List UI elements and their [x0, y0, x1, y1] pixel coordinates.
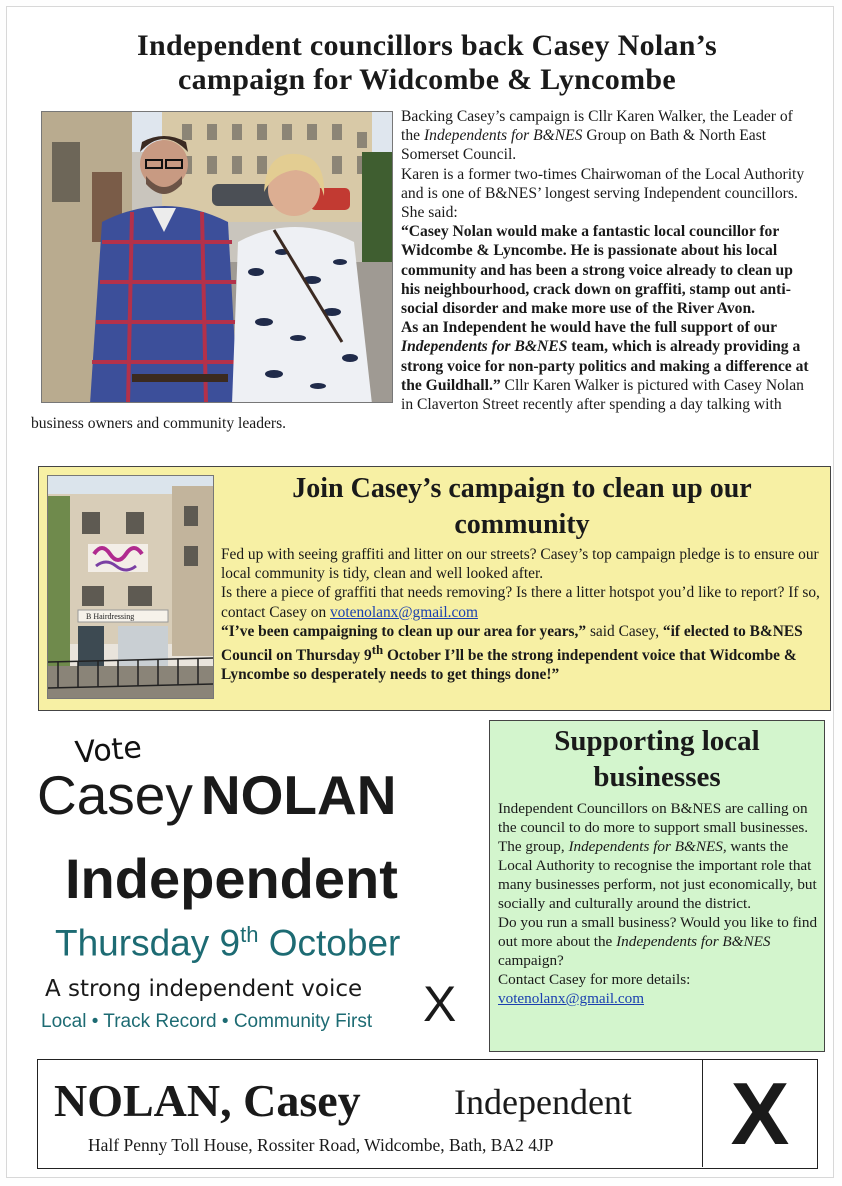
strong-voice-slogan: A strong independent voice [45, 976, 363, 1002]
page-headline [27, 29, 827, 97]
business-intro: Independent Councillors on B&NES are calling on the council to do more to support small businesses. [498, 800, 809, 836]
photo-spacer [31, 107, 401, 405]
ballot-candidate-name: NOLAN, Casey [54, 1075, 361, 1126]
photo-graffiti-building [47, 475, 214, 699]
business-question: Do you run a small business? Would you like to find out more about the Independents for B&NES campaign? [498, 914, 818, 969]
ballot-cross-icon: X [423, 976, 457, 1032]
article-intro: Backing Casey’s campaign is Cllr Karen Walker, the Leader of the Independents for B&NES Group on Bath & North East Somerset Council. [401, 108, 793, 164]
local-business-box [489, 720, 825, 1052]
clean-up-report: Is there a piece of graffiti that needs removing? Is there a litter hotspot you’d like to report? If so, contact Casey on [221, 584, 820, 621]
group-name: Independents for B&NES [401, 338, 568, 356]
business-email-link[interactable]: votenolanx@gmail.com [498, 990, 645, 1007]
clean-up-intro: Fed up with seeing graffiti and litter on our streets? Casey’s top campaign pledge is to ensure our local community is tidy, clean and well looked after. [221, 546, 819, 583]
vote-word: Vote [73, 730, 144, 771]
business-group: The group, Independents for B&NES, wants the Local Authority to recognise the important role that many businesses perform, not just economically, but socially and culturally around the district. [498, 838, 817, 912]
ballot-address: Half Penny Toll House, Rossiter Road, Widcombe, Bath, BA2 4JP [88, 1135, 554, 1155]
endorsement-article [31, 107, 809, 433]
clean-up-body [221, 545, 827, 685]
candidate-name-large [37, 763, 396, 827]
quote-attribution: said Casey, [586, 622, 663, 640]
photo-caption: Cllr Karen Walker is pictured with Casey Nolan in Claverton Street recently after spending a day talking with business owners and community leaders. [31, 376, 804, 433]
headline-line-1: Independent councillors back Casey Nolan’s [137, 29, 717, 62]
ballot-paper-strip [37, 1059, 818, 1169]
business-contact: Contact Casey for more details: [498, 971, 691, 988]
election-date: Thursday 9th October [55, 922, 401, 964]
business-title: Supporting local businesses [554, 725, 760, 793]
group-name: Independents for B&NES [423, 127, 583, 145]
ballot-mark-box [702, 1060, 817, 1167]
ballot-party: Independent [454, 1082, 632, 1122]
vote-casey-block [27, 727, 477, 1047]
endorsement-quote-1: “Casey Nolan would make a fantastic local councillor for Widcombe & Lyncombe. He is passionate about his local community and has been a strong voice already to clean up his neighbourhood, crack down on graffiti, stamp out anti-social disorder and make more use of the River Avon. [401, 223, 793, 318]
clean-up-quote-a: “I’ve been campaigning to clean up our area for years,” [221, 622, 587, 640]
business-body [498, 799, 820, 1008]
clean-up-campaign-box [38, 466, 831, 711]
article-background: Karen is a former two-times Chairwoman of the Local Authority and is one of B&NES’ longest serving Independent councillors. She said: [401, 165, 805, 222]
ballot-x-icon: X [730, 1063, 790, 1163]
candidate-first-name: Casey [37, 764, 193, 826]
shop-sign-text: B Hairdressing [86, 612, 135, 621]
candidate-affiliation: Independent [65, 847, 398, 910]
headline-line-2: campaign for Widcombe & Lyncombe [178, 63, 676, 96]
building-photo-illustration [48, 476, 214, 699]
endorsement-quote-2: As an Independent he would have the full support of our Independents for B&NES team, which is already providing a strong voice for non-party politics and making a difference at the Guildhall.” [401, 319, 809, 394]
leaflet-page [6, 6, 834, 1178]
clean-up-title: Join Casey’s campaign to clean up our community [292, 473, 752, 540]
candidate-surname: NOLAN [200, 764, 397, 826]
campaign-tagline: Local • Track Record • Community First [41, 1011, 373, 1032]
clean-up-quote-b: “if elected to B&NES Council on Thursday 9th October I’ll be the strong independent voice that Widcombe & Lyncombe so desperately needs to get things done!” [221, 622, 803, 684]
contact-email-link[interactable]: votenolanx@gmail.com [329, 603, 478, 621]
